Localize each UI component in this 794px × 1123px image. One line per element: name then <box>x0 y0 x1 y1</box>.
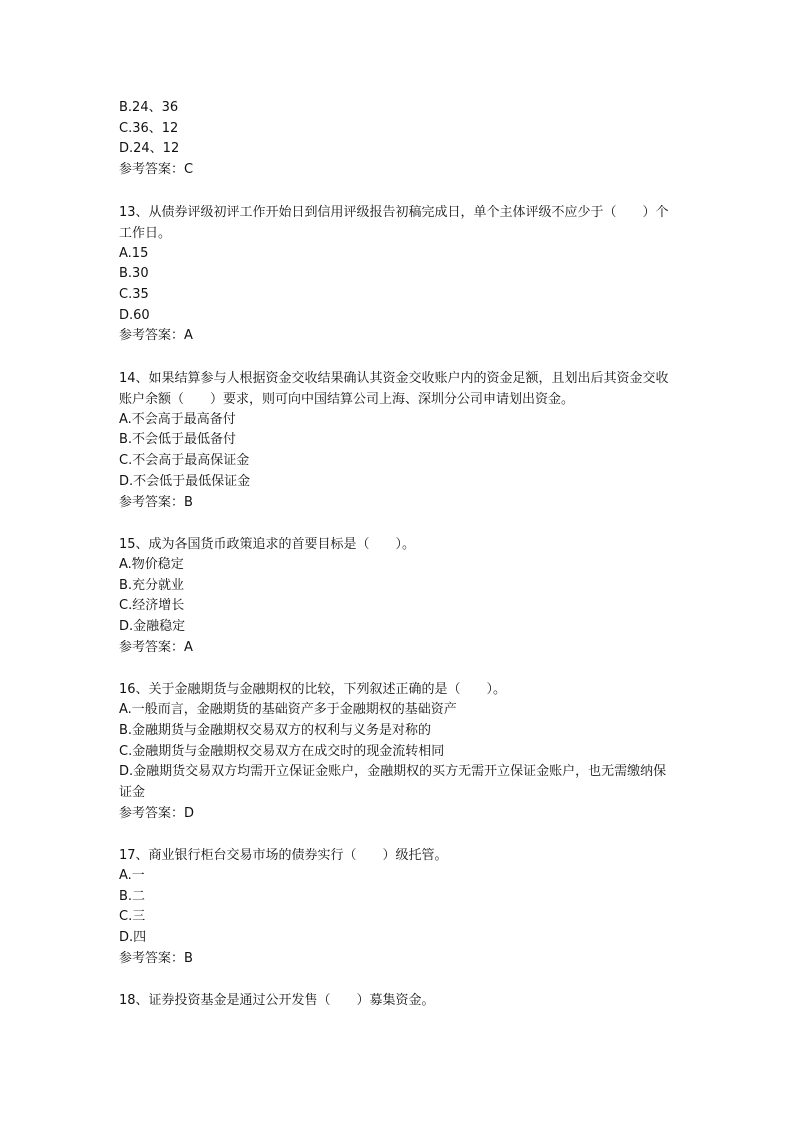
answer-line: 参考答案：A <box>119 328 193 344</box>
question-17 <box>119 845 669 970</box>
option-b: B.充分就业 <box>119 577 185 593</box>
option-c: C.金融期货与金融期权交易双方在成交时的现金流转相同 <box>119 743 445 759</box>
answer-line: 参考答案：B <box>119 950 193 966</box>
question-stem: 17、商业银行柜台交易市场的债券实行（ ）级托管。 <box>119 848 448 864</box>
document-content <box>119 98 669 1011</box>
question-16 <box>119 679 669 824</box>
option-b: B.不会低于最低备付 <box>119 432 237 448</box>
question-13 <box>119 202 669 348</box>
option-a: A.不会高于最高备付 <box>119 411 236 427</box>
answer-line: 参考答案：B <box>119 494 193 510</box>
option-d: D.四 <box>119 930 147 946</box>
option-a: A.物价稳定 <box>119 556 184 572</box>
option-c: C.36、12 <box>119 120 179 136</box>
option-a: A.一 <box>119 868 145 884</box>
question-stem: 16、关于金融期货与金融期权的比较，下列叙述正确的是（ ）。 <box>119 682 507 698</box>
question-stem: 14、如果结算参与人根据资金交收结果确认其资金交收账户内的资金足额，且划出后其资金交收账户余额（ ）要求，则可向中国结算公司上海、深圳分公司申请划出资金。 <box>119 370 669 407</box>
answer-line: 参考答案：A <box>119 639 193 655</box>
option-a: A.15 <box>119 245 149 261</box>
question-15 <box>119 534 669 659</box>
option-b: B.金融期货与金融期权交易双方的权利与义务是对称的 <box>119 722 432 738</box>
question-stem: 15、成为各国货币政策追求的首要目标是（ ）。 <box>119 536 416 552</box>
option-d: D.不会低于最低保证金 <box>119 473 251 489</box>
option-d: D.24、12 <box>119 141 180 157</box>
option-d: D.金融期货交易双方均需开立保证金账户，金融期权的买方无需开立保证金账户，也无需缴纳保证金 <box>119 764 667 800</box>
question-stem: 18、证券投资基金是通过公开发售（ ）募集资金。 <box>119 993 435 1009</box>
question-14 <box>119 368 669 514</box>
option-b: B.30 <box>119 266 149 282</box>
option-c: C.35 <box>119 286 149 302</box>
option-d: D.金融稳定 <box>119 619 186 635</box>
question-18 <box>119 990 669 1011</box>
answer-line: 参考答案：D <box>119 805 195 821</box>
option-c: C.不会高于最高保证金 <box>119 453 250 469</box>
answer-line: 参考答案：C <box>119 162 194 178</box>
option-b: B.二 <box>119 888 146 904</box>
option-b: B.24、36 <box>119 100 179 115</box>
option-a: A.一般而言，金融期货的基础资产多于金融期权的基础资产 <box>119 702 457 718</box>
option-c: C.三 <box>119 909 146 925</box>
option-d: D.60 <box>119 307 150 323</box>
question-stem: 13、从债券评级初评工作开始日到信用评级报告初稿完成日，单个主体评级不应少于（ ）个工作日。 <box>119 204 669 241</box>
option-c: C.经济增长 <box>119 598 185 614</box>
question-12-fragment <box>119 98 669 181</box>
